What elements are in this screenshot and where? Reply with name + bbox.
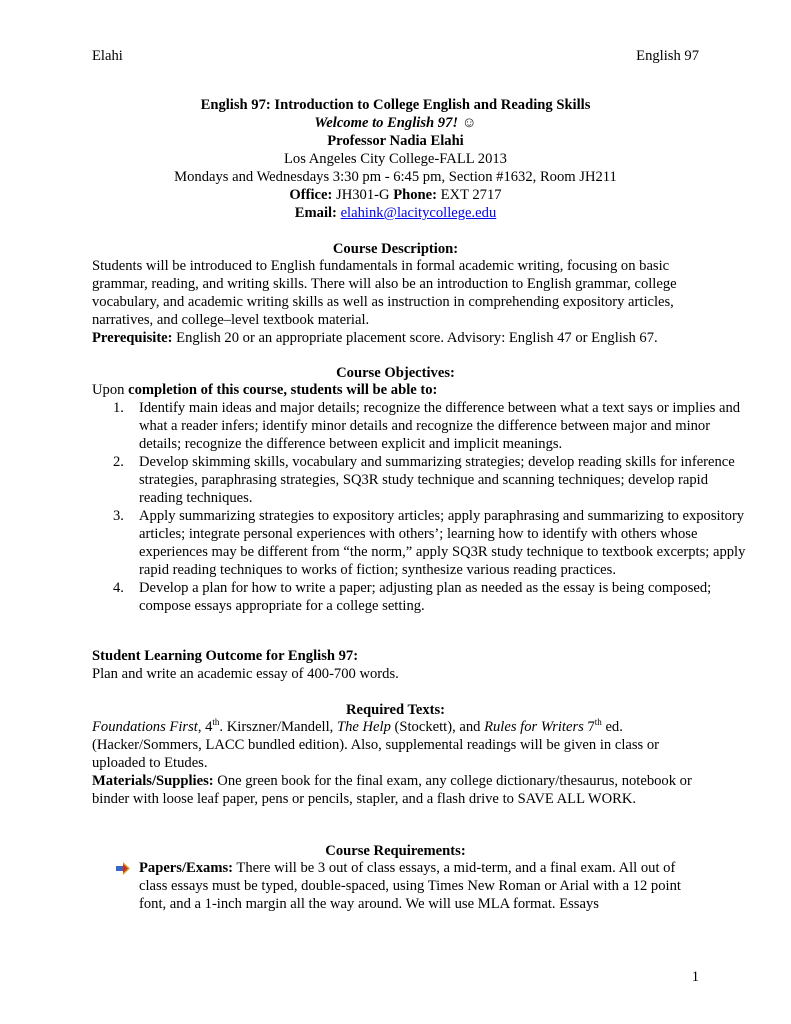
prereq-label: Prerequisite: [92, 330, 173, 346]
description-body: Students will be introduced to English fundamentals in formal academic writing, focusing on basic grammar, reading, and writing skills. There will also be an introduction to English grammar, college vocabulary, and academic writing skills as well as instruction in comprehending expository articles, narratives, and college–level textbook material. Prerequisite: English 20 or an appropriate placement score. Advisory: English 47 or English 67. [92, 258, 677, 346]
header-course: English 97 [636, 48, 699, 64]
header-author: Elahi [92, 48, 123, 64]
schedule-line: Mondays and Wednesdays 3:30 pm - 6:45 pm, Section #1632, Room JH211 [174, 169, 617, 185]
email-link[interactable]: elahink@lacitycollege.edu [340, 205, 497, 221]
objectives-intro: Upon completion of this course, students will be able to: [92, 382, 438, 398]
slo-heading: Student Learning Outcome for English 97: [92, 648, 359, 664]
objectives-list [92, 399, 751, 615]
papers-value: There will be 3 out of class essays, a mid-term, and a final exam. All out of class essays must be typed, double-spaced, using Times New Roman or Arial with a 12 point font, and a 1-inch margin all the way around. We will use MLA format. Essays [139, 860, 681, 912]
prereq-value: English 20 or an appropriate placement score. Advisory: English 47 or English 67. [172, 330, 658, 346]
texts-heading: Required Texts: [345, 702, 446, 718]
professor-name: Professor Nadia Elahi [327, 133, 464, 149]
materials-value: One green book for the final exam, any college dictionary/thesaurus, notebook or binder with loose leaf paper, pens or pencils, stapler, and a flash drive to SAVE ALL WORK. [92, 773, 692, 807]
email-line: Email: elahink@lacitycollege.edu [294, 205, 497, 221]
course-title: English 97: Introduction to College English and Reading Skills [200, 97, 591, 113]
materials-label: Materials/Supplies: [92, 773, 214, 789]
college-line: Los Angeles City College-FALL 2013 [284, 151, 507, 167]
title-block [92, 96, 699, 222]
slo-body: Plan and write an academic essay of 400-700 words. [92, 666, 399, 682]
objectives-heading: Course Objectives: [336, 365, 455, 381]
arrow-bullet-icon [116, 862, 130, 875]
papers-label: Papers/Exams: [139, 860, 234, 876]
page-number: 1 [691, 969, 699, 985]
welcome-line: Welcome to English 97! ☺ [314, 115, 477, 131]
requirements-heading: Course Requirements: [325, 843, 466, 859]
description-heading: Course Description: [332, 241, 459, 257]
objective-item: 1. Identify main ideas and major details; recognize the difference between what a text says or implies and what a reader infers; identify minor details and recognize the difference between major and minor details; recognize the difference between explicit and implicit meanings. [113, 400, 741, 452]
texts-body: Foundations First, 4th. Kirszner/Mandell, The Help (Stockett), and Rules for Writers 7th ed. (Hacker/Sommers, LACC bundled edition). Also, supplemental readings will be given in class or uploaded to Etudes. Materials/Supplies: One green book for the final exam, any college dictionary/thesaurus, notebook or binder with loose leaf paper, pens or pencils, stapler, and a flash drive to SAVE ALL WORK. [92, 717, 692, 807]
objective-item: 4. Develop a plan for how to write a paper; adjusting plan as needed as the essay is being composed; compose essays appropriate for a college setting. [113, 580, 712, 614]
office-line: Office: JH301-G Phone: EXT 2717 [289, 187, 502, 203]
objective-item: 2. Develop skimming skills, vocabulary and summarizing strategies; develop reading skills for inference strategies, paraphrasing strategies, SQ3R study technique and scanning techniques; develop rapid reading techniques. [113, 454, 735, 506]
objective-item: 3. Apply summarizing strategies to expository articles; apply paraphrasing and summarizing to expository articles; integrate personal experiences with others’; learning how to identify with others whose experiences may be different from “the norm,” apply SQ3R study technique to textbook excerpts; apply rapid reading techniques to works of fiction; synthesize various reading practices. [113, 508, 746, 578]
requirement-papers [139, 859, 701, 913]
